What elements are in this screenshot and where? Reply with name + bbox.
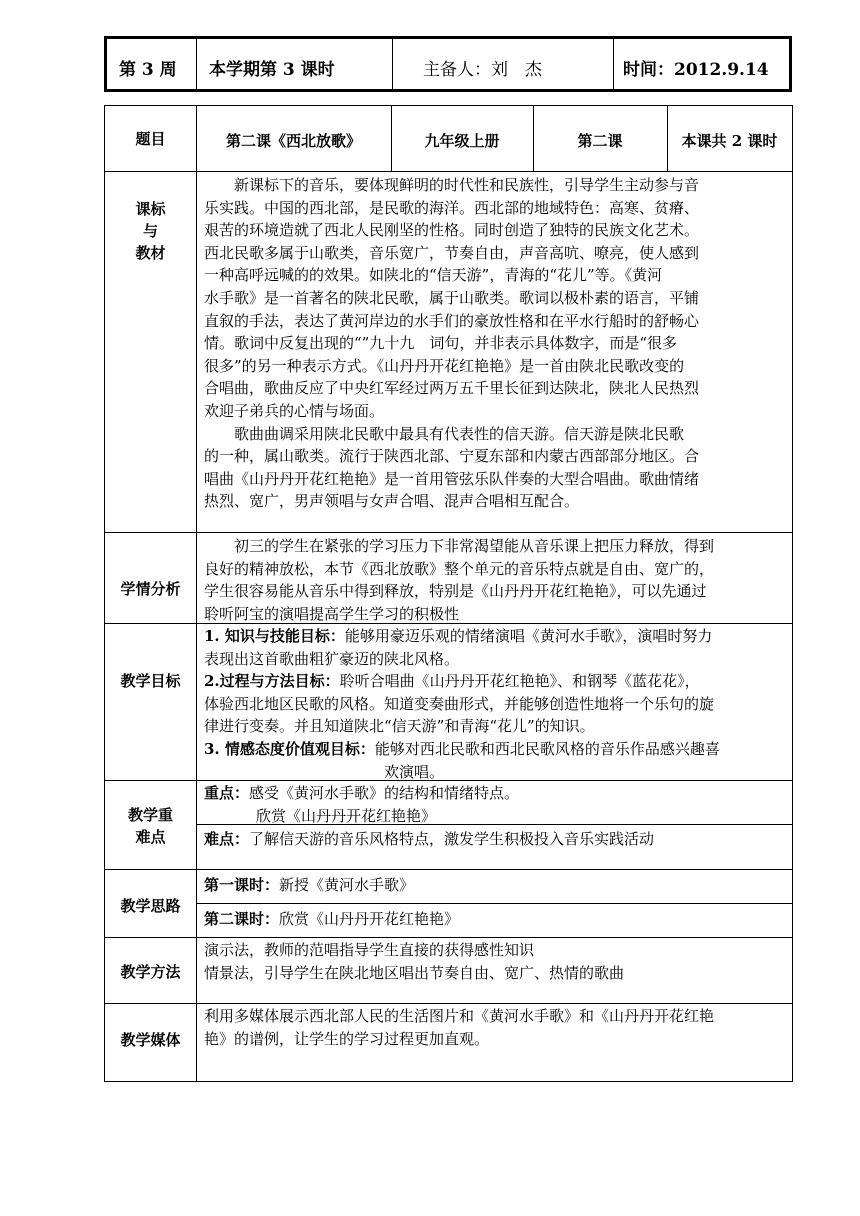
- curriculum-line: 乐实践。中国的西北部，是民歌的海洋。西北部的地域特色：高寒、贫瘠、: [204, 198, 700, 217]
- key-points-label: 教学重 难点: [127, 806, 173, 846]
- date: 时间：2012.9.14: [623, 60, 769, 80]
- students-line: 初三的学生在紧张的学习压力下非常渴望能从音乐课上把压力释放，得到: [204, 537, 715, 555]
- key-points-focus: 重点：感受《黄河水手歌》的结构和情绪特点。 欣赏《山丹丹开花红艳艳》: [204, 784, 520, 825]
- objectives-text: 1. 知识与技能目标：能够用豪迈乐观的情绪演唱《黄河水手歌》，演唱时努力 表现出这首歌曲粗犷豪迈的陕北风格。 2.过程与方法目标：聆听合唱曲《山丹丹开花红艳艳》、和钢琴《蓝花花》， 体验西北地区民歌的风格。知道变奏曲形式，并能够创造性地将一个乐句的旋 律进行变奏。并且知道陕北“信天游”和青海“花儿”的知识。 3. 情感态度价值观目标：能够对西北民歌和西北民歌风格的音乐作品感兴趣喜 欢演唱。: [204, 627, 720, 781]
- curriculum-line: 欢迎子弟兵的心情与场面。: [204, 401, 385, 420]
- key-points-difficulty: 难点：了解信天游的音乐风格特点，激发学生积极投入音乐实践活动: [204, 830, 655, 848]
- curriculum-line: 唱曲《山丹丹开花红艳艳》是一首用管弦乐队伴奏的大型合唱曲。歌曲情绪: [204, 469, 700, 488]
- students-line: 学生很容易能从音乐中得到释放，特别是《山丹丹开花红艳艳》，可以先通过: [204, 582, 707, 601]
- curriculum-line: 歌曲曲调采用陕北民歌中最具有代表性的信天游。信天游是陕北民歌: [204, 424, 685, 443]
- header-table: [104, 36, 792, 92]
- curriculum-line: 直叙的手法，表达了黄河岸边的水手们的豪放性格和在平水行船时的舒畅心: [204, 311, 700, 330]
- approach-label: 教学思路: [120, 897, 181, 915]
- curriculum-line: 新课标下的音乐，要体现鲜明的时代性和民族性，引导学生主动参与音: [204, 176, 700, 194]
- approach-period-2: 第二课时：欣赏《山丹丹开花红艳艳》: [204, 910, 460, 928]
- curriculum-line: 一种高呼远喊的的效果。如陕北的“信天游”，青海的“花儿”等。《黄河: [204, 266, 663, 285]
- lesson-plan-table: [104, 105, 793, 1082]
- unit: 第二课: [577, 132, 623, 150]
- objectives-label: 教学目标: [120, 672, 181, 690]
- methods-text: 演示法，教师的范唱指导学生直接的获得感性知识 情景法，引导学生在陕北地区唱出节奏自由、宽广、热情的歌曲: [204, 941, 625, 982]
- students-line: 良好的精神放松，本节《西北放歌》整个单元的音乐特点就是自由、宽广的，: [204, 559, 715, 578]
- lesson-title: 第二课《西北放歌》: [225, 132, 361, 150]
- curriculum-line: 西北民歌多属于山歌类，音乐宽广，节奏自由，声音高吭、嘹亮，使人感到: [204, 243, 700, 262]
- curriculum-line: 热烈、宽广，男声领唱与女声合唱、混声合唱相互配合。: [204, 492, 580, 511]
- curriculum-line: 情。歌词中反复出现的“”九十九 词句，并非表示具体数字，而是“很多: [204, 334, 678, 353]
- methods-label: 教学方法: [120, 963, 181, 981]
- curriculum-text: [204, 174, 699, 513]
- students-text: [204, 535, 714, 625]
- approach-period-1: 第一课时：新授《黄河水手歌》: [204, 876, 415, 894]
- grade: 九年级上册: [424, 132, 500, 150]
- curriculum-line: 的一种，属山歌类。流行于陕西北部、宁夏东部和内蒙古西部部分地区。合: [204, 447, 700, 466]
- week-label: 第 3 周: [119, 60, 177, 80]
- lesson-number: 本学期第 3 课时: [209, 60, 335, 80]
- curriculum-line: 水手歌》是一首著名的陕北民歌，属于山歌类。歌词以极朴素的语言，平铺: [204, 288, 700, 307]
- curriculum-line: 很多”的另一种表示方式。《山丹丹开花红艳艳》是一首由陕北民歌改变的: [204, 356, 685, 375]
- media-label: 教学媒体: [120, 1031, 181, 1049]
- curriculum-line: 艰苦的环境造就了西北人民刚坚的性格。同时创造了独特的民族文化艺术。: [204, 221, 700, 240]
- students-line: 聆听阿宝的演唱提高学生学习的积极性: [204, 604, 460, 623]
- total-hours: 本课共 2 课时: [681, 132, 778, 150]
- preparer: 主备人：刘 杰: [423, 60, 542, 80]
- curriculum-label: 课标 与 教材: [135, 200, 166, 262]
- curriculum-line: 合唱曲，歌曲反应了中央红军经过两万五千里长征到达陕北，陕北人民热烈: [204, 379, 700, 398]
- topic-label: 题目: [135, 130, 166, 148]
- students-label: 学情分析: [120, 580, 181, 598]
- media-text: 利用多媒体展示西北部人民的生活图片和《黄河水手歌》和《山丹丹开花红艳 艳》的谱例，让学生的学习过程更加直观。: [204, 1007, 715, 1048]
